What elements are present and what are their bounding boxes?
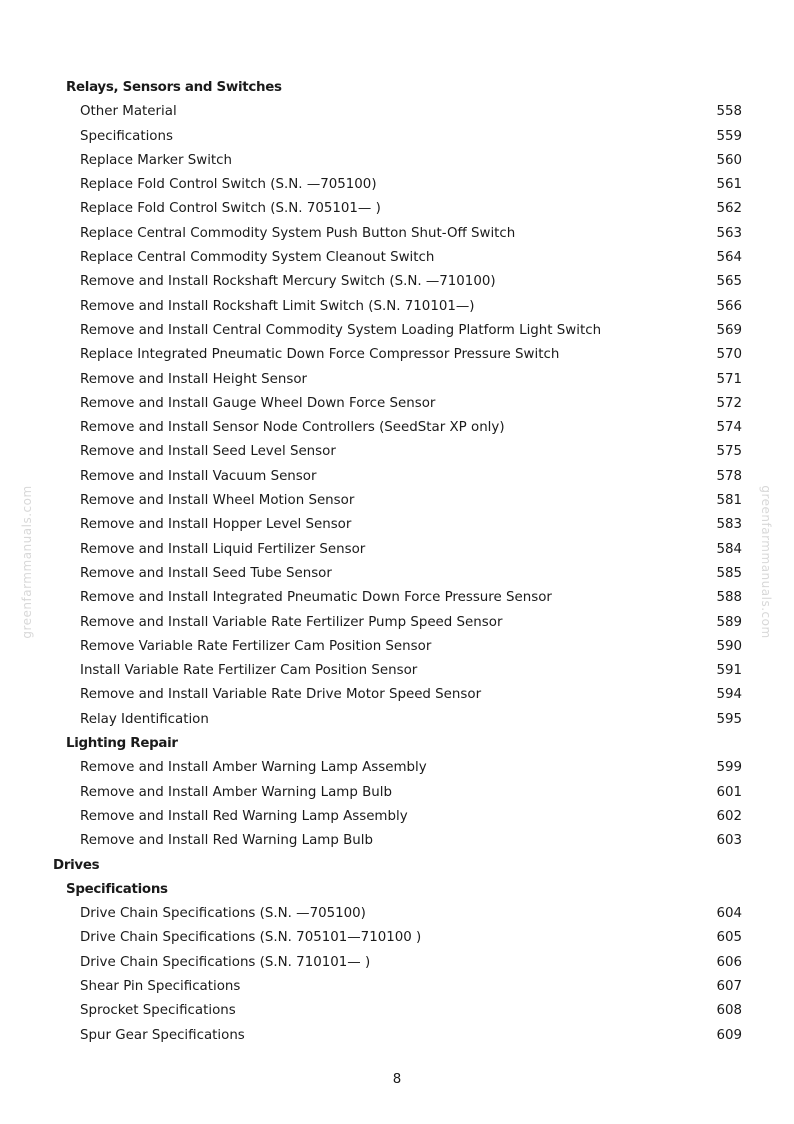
page-number: 8 [392,1072,402,1087]
toc-entry-page-number: 603 [716,833,742,849]
toc-entry[interactable] [0,1024,794,1048]
toc-entry[interactable] [0,416,794,440]
toc-entry-title: Drives [53,857,100,873]
table-of-contents [0,76,794,1048]
toc-entry-title: Remove and Install Seed Tube Sensor [80,565,332,581]
toc-entry-page-number: 566 [716,298,742,314]
toc-entry-title: Replace Fold Control Switch (S.N. —705100) [80,177,377,193]
toc-chapter-heading [0,854,794,878]
toc-entry-page-number: 594 [716,687,742,703]
toc-entry[interactable] [0,926,794,950]
toc-entry-page-number: 585 [716,565,742,581]
toc-entry-title: Remove and Install Vacuum Sensor [80,468,317,484]
toc-entry[interactable] [0,465,794,489]
toc-entry-title: Spur Gear Specifications [80,1027,245,1043]
toc-entry[interactable] [0,781,794,805]
toc-entry-title: Remove Variable Rate Fertilizer Cam Position Sensor [80,638,432,654]
toc-entry-page-number: 589 [716,614,742,630]
toc-entry-title: Drive Chain Specifications (S.N. 710101— ) [80,954,371,970]
toc-entry-page-number: 583 [716,517,742,533]
toc-entry[interactable] [0,100,794,124]
toc-entry-title: Other Material [80,104,177,120]
toc-entry[interactable] [0,635,794,659]
toc-entry-page-number: 571 [716,371,742,387]
toc-entry-title: Remove and Install Integrated Pneumatic Down Force Pressure Sensor [80,590,552,606]
watermark-left: greenfarmmanuals.com [20,485,34,639]
toc-entry-title: Sprocket Specifications [80,1003,236,1019]
toc-entry[interactable] [0,368,794,392]
toc-entry-page-number: 558 [716,104,742,120]
toc-entry[interactable] [0,951,794,975]
toc-entry-page-number: 601 [716,784,742,800]
toc-entry-page-number: 564 [716,250,742,266]
toc-entry-page-number: 570 [716,347,742,363]
toc-entry-page-number: 575 [716,444,742,460]
toc-entry-title: Remove and Install Gauge Wheel Down Force Sensor [80,395,436,411]
toc-entry[interactable] [0,756,794,780]
toc-entry[interactable] [0,708,794,732]
toc-entry[interactable] [0,513,794,537]
toc-entry-page-number: 604 [716,906,742,922]
toc-entry-page-number: 561 [716,177,742,193]
toc-entry-page-number: 584 [716,541,742,557]
toc-entry-title: Drive Chain Specifications (S.N. —705100) [80,906,366,922]
toc-entry[interactable] [0,975,794,999]
toc-entry-title: Remove and Install Red Warning Lamp Assembly [80,808,408,824]
toc-entry-page-number: 578 [716,468,742,484]
toc-entry[interactable] [0,270,794,294]
toc-entry[interactable] [0,173,794,197]
toc-entry-title: Lighting Repair [66,736,178,752]
watermark-right: greenfarmmanuals.com [759,485,773,639]
toc-entry-page-number: 606 [716,954,742,970]
toc-entry-title: Relays, Sensors and Switches [66,80,282,95]
toc-section-heading [0,76,794,100]
toc-entry[interactable] [0,197,794,221]
toc-entry-title: Replace Fold Control Switch (S.N. 705101— ) [80,201,381,217]
toc-entry-title: Remove and Install Wheel Motion Sensor [80,493,355,509]
toc-entry[interactable] [0,538,794,562]
toc-entry[interactable] [0,149,794,173]
toc-entry-title: Specifications [66,881,168,897]
toc-entry[interactable] [0,805,794,829]
toc-entry-title: Replace Central Commodity System Cleanout Switch [80,250,435,266]
toc-entry[interactable] [0,562,794,586]
toc-entry-page-number: 572 [716,395,742,411]
toc-entry-page-number: 595 [716,711,742,727]
toc-entry[interactable] [0,246,794,270]
toc-entry[interactable] [0,902,794,926]
toc-entry-page-number: 581 [716,493,742,509]
toc-entry[interactable] [0,586,794,610]
toc-entry[interactable] [0,222,794,246]
toc-entry-page-number: 563 [716,225,742,241]
toc-entry-page-number: 562 [716,201,742,217]
toc-entry-page-number: 590 [716,638,742,654]
toc-entry-title: Remove and Install Amber Warning Lamp Bulb [80,784,392,800]
toc-entry-page-number: 607 [716,978,742,994]
toc-section-heading [0,732,794,756]
toc-entry-page-number: 560 [716,152,742,168]
toc-entry[interactable] [0,611,794,635]
toc-entry-page-number: 608 [716,1003,742,1019]
toc-entry[interactable] [0,125,794,149]
toc-entry-page-number: 588 [716,590,742,606]
toc-entry-title: Specifications [80,128,173,144]
toc-entry[interactable] [0,319,794,343]
toc-entry-page-number: 569 [716,322,742,338]
toc-entry-title: Remove and Install Variable Rate Drive Motor Speed Sensor [80,687,482,703]
toc-entry-page-number: 591 [716,663,742,679]
toc-entry-title: Remove and Install Red Warning Lamp Bulb [80,833,373,849]
toc-entry-title: Remove and Install Central Commodity System Loading Platform Light Switch [80,322,602,338]
toc-entry-title: Shear Pin Specifications [80,978,241,994]
toc-entry-title: Remove and Install Seed Level Sensor [80,444,336,460]
toc-entry-title: Replace Central Commodity System Push Button Shut-Off Switch [80,225,516,241]
toc-entry-title: Install Variable Rate Fertilizer Cam Position Sensor [80,663,418,679]
toc-entry[interactable] [0,489,794,513]
toc-entry-page-number: 602 [716,808,742,824]
toc-entry-title: Remove and Install Rockshaft Limit Switch (S.N. 710101—) [80,298,475,314]
toc-entry[interactable] [0,295,794,319]
toc-entry-title: Remove and Install Variable Rate Fertilizer Pump Speed Sensor [80,614,503,630]
toc-entry-title: Remove and Install Hopper Level Sensor [80,517,352,533]
toc-entry[interactable] [0,343,794,367]
toc-entry-title: Remove and Install Amber Warning Lamp Assembly [80,760,427,776]
toc-entry[interactable] [0,440,794,464]
toc-entry-page-number: 565 [716,274,742,290]
toc-entry[interactable] [0,829,794,853]
toc-entry[interactable] [0,999,794,1023]
toc-entry[interactable] [0,683,794,707]
toc-entry-page-number: 599 [716,760,742,776]
toc-entry-page-number: 609 [716,1027,742,1043]
toc-entry-title: Replace Integrated Pneumatic Down Force Compressor Pressure Switch [80,347,560,363]
toc-entry-page-number: 574 [716,420,742,436]
toc-entry[interactable] [0,392,794,416]
toc-entry-title: Drive Chain Specifications (S.N. 705101—710100 ) [80,930,422,946]
toc-entry-title: Remove and Install Liquid Fertilizer Sensor [80,541,366,557]
toc-section-heading [0,878,794,902]
toc-entry-title: Remove and Install Sensor Node Controllers (SeedStar XP only) [80,420,505,436]
toc-entry-title: Remove and Install Height Sensor [80,371,308,387]
toc-entry-title: Remove and Install Rockshaft Mercury Switch (S.N. —710100) [80,274,496,290]
toc-entry-title: Replace Marker Switch [80,152,233,168]
toc-entry-page-number: 605 [716,930,742,946]
toc-entry[interactable] [0,659,794,683]
toc-entry-title: Relay Identification [80,711,209,727]
toc-entry-page-number: 559 [716,128,742,144]
